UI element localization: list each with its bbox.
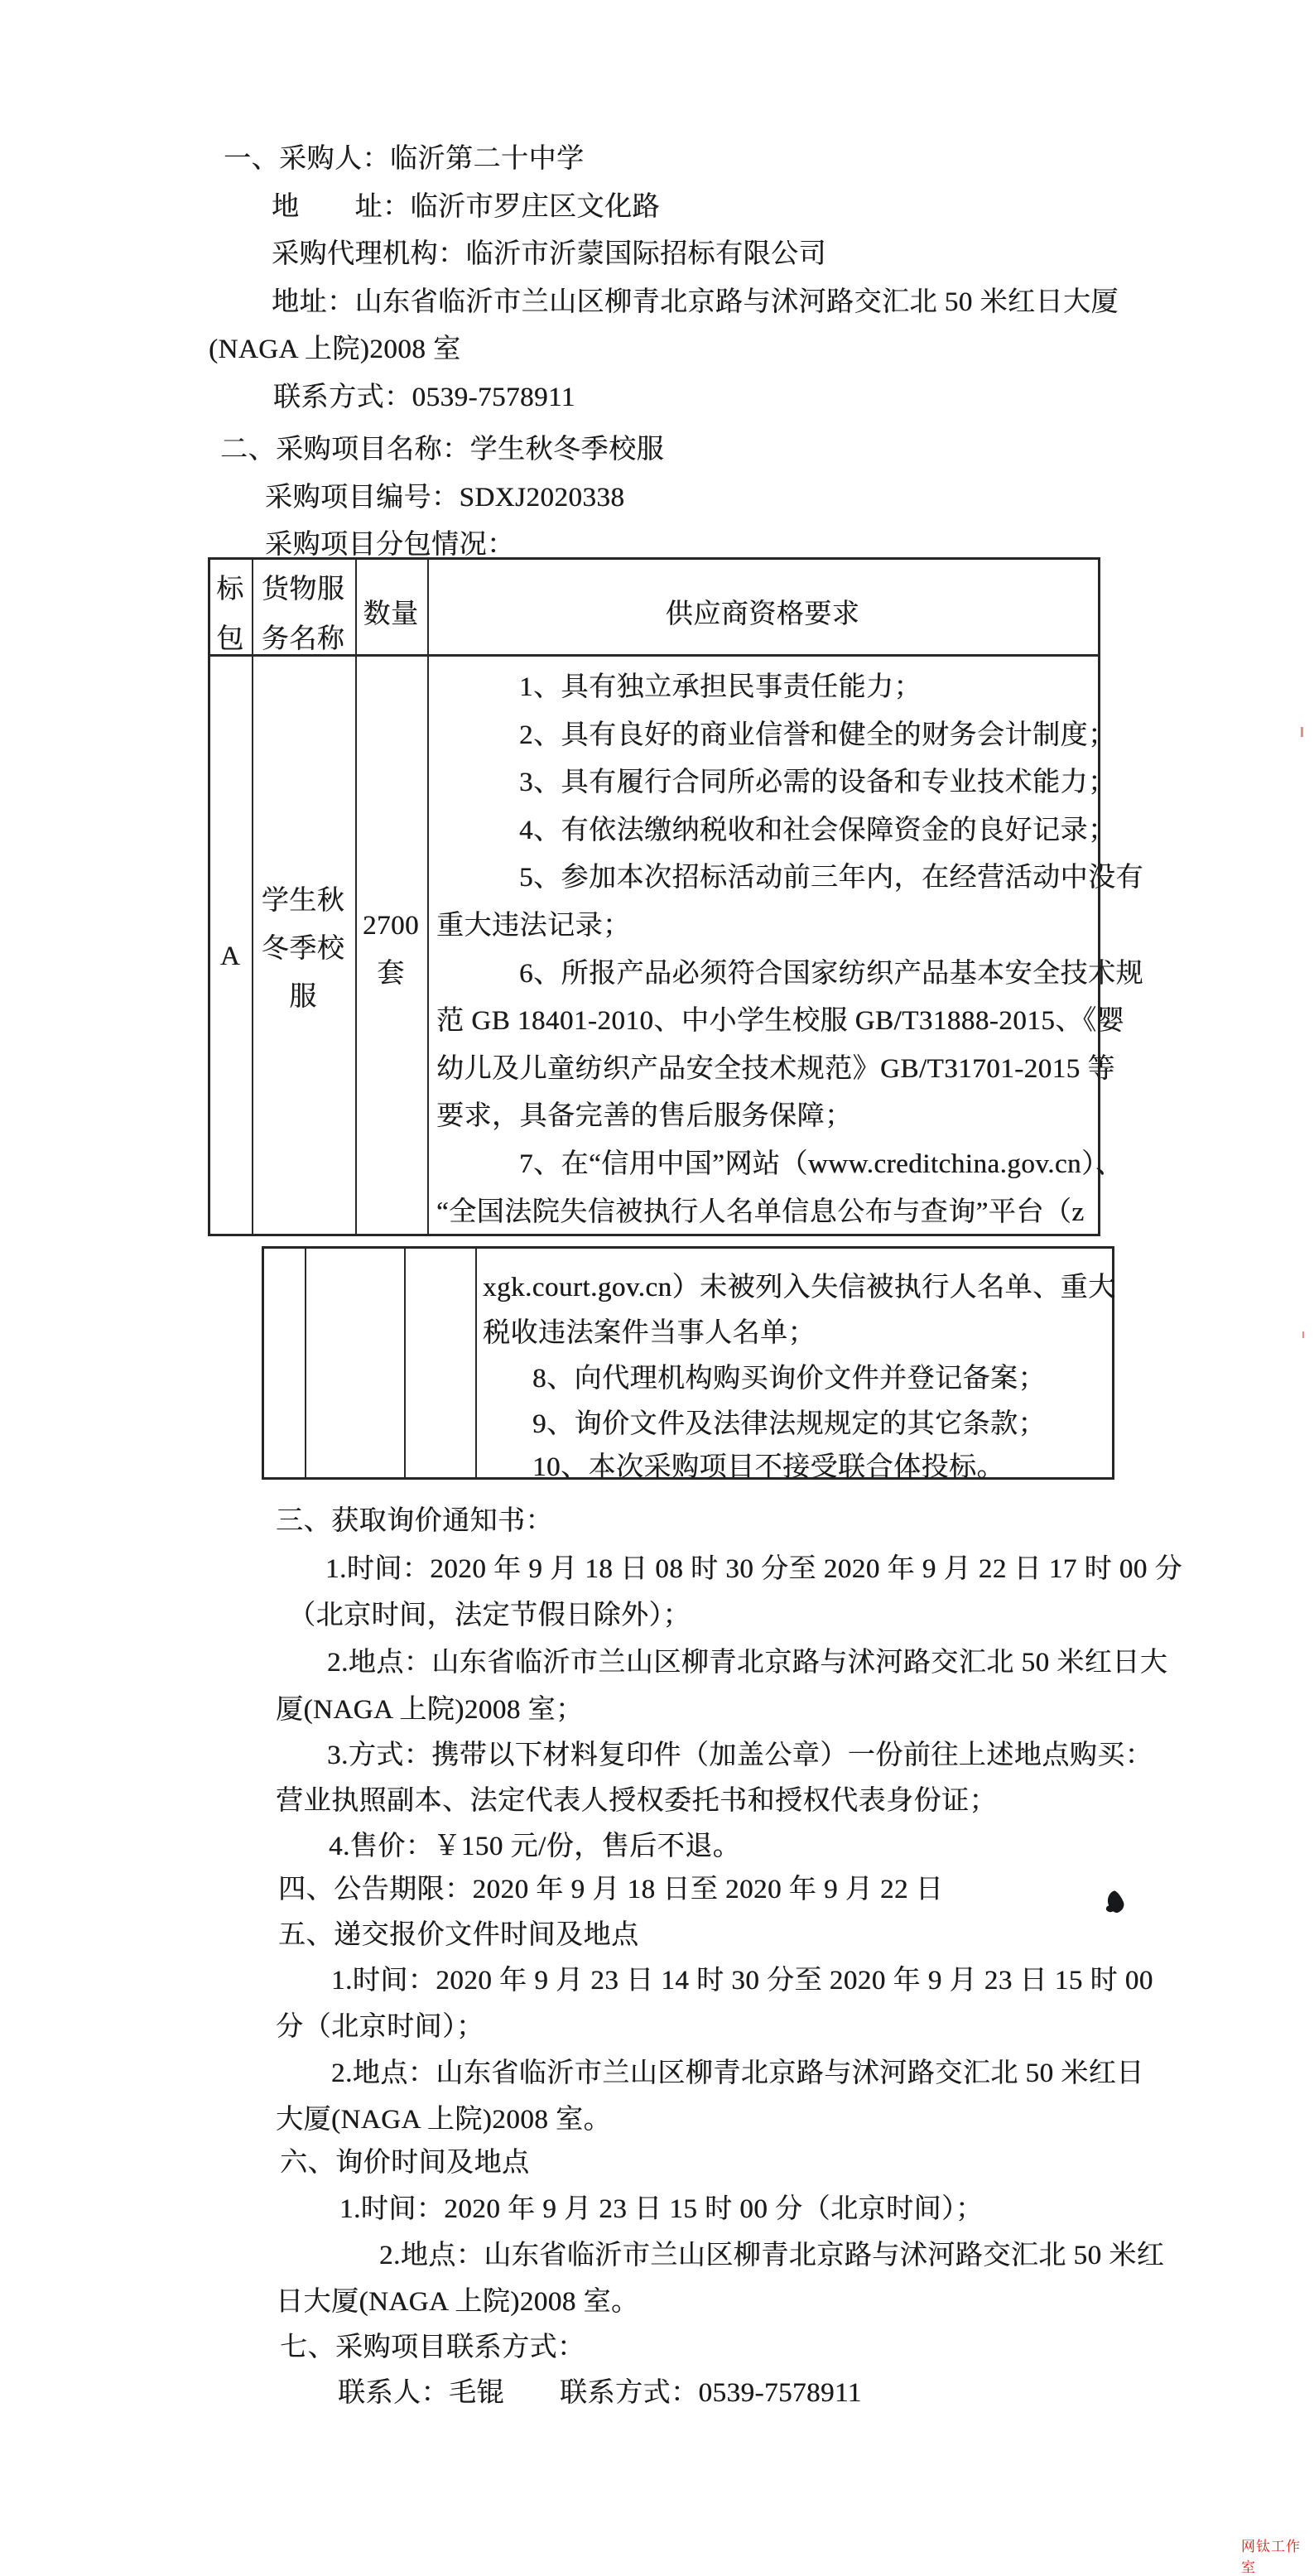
agency-address-line2: (NAGA 上院)2008 室 bbox=[209, 335, 461, 364]
req-line: xgk.court.gov.cn）未被列入失信被执行人名单、重大 bbox=[483, 1273, 1116, 1302]
req-line: 6、所报产品必须符合国家纺织产品基本安全技术规 bbox=[519, 959, 1143, 989]
table1-header-package-1: 标 bbox=[216, 575, 244, 604]
buyer-address: 地 址：临沂市罗庄区文化路 bbox=[272, 192, 660, 222]
req-line: 7、在“信用中国”网站（www.creditchina.gov.cn）、 bbox=[519, 1149, 1124, 1179]
req-line: “全国法院失信被执行人名单信息公布与查询”平台（z bbox=[436, 1197, 1085, 1227]
table2-divider-3 bbox=[475, 1249, 477, 1477]
project-heading: 二、采购项目名称：学生秋冬季校服 bbox=[220, 435, 664, 465]
table1-divider-2 bbox=[355, 560, 357, 1234]
req-line: 范 GB 18401-2010、中小学生校服 GB/T31888-2015、《婴 bbox=[436, 1006, 1125, 1036]
project-packages-label: 采购项目分包情况： bbox=[265, 530, 515, 560]
table1-cell-goods-2: 冬季校 bbox=[261, 934, 345, 964]
notice-heading: 三、获取询价通知书： bbox=[276, 1506, 553, 1536]
inquiry-heading: 六、询价时间及地点 bbox=[280, 2148, 530, 2178]
contacts-person: 联系人：毛锟 联系方式：0539-7578911 bbox=[338, 2378, 862, 2408]
submit-place-line1: 2.地点：山东省临沂市兰山区柳青北京路与沭河路交汇北 50 米红日 bbox=[331, 2058, 1144, 2088]
req-line: 1、具有独立承担民事责任能力； bbox=[519, 672, 922, 702]
notice-place-line1: 2.地点：山东省临沂市兰山区柳青北京路与沭河路交汇北 50 米红日大 bbox=[327, 1648, 1168, 1678]
notice-place-line2: 厦(NAGA 上院)2008 室； bbox=[276, 1695, 584, 1725]
table1-cell-qty-2: 套 bbox=[377, 959, 405, 989]
submit-heading: 五、递交报价文件时间及地点 bbox=[278, 1920, 639, 1950]
notice-method-line1: 3.方式：携带以下材料复印件（加盖公章）一份前往上述地点购买： bbox=[327, 1741, 1153, 1770]
buyer-heading: 一、采购人：临沂第二十中学 bbox=[224, 144, 585, 174]
submit-time-line1: 1.时间：2020 年 9 月 23 日 14 时 30 分至 2020 年 9 月 23 日 15 时 00 bbox=[331, 1966, 1153, 1996]
ink-blot-artifact bbox=[1104, 1889, 1126, 1914]
notice-time-line2: （北京时间，法定节假日除外）； bbox=[288, 1601, 691, 1630]
req-line: 5、参加本次招标活动前三年内，在经营活动中没有 bbox=[519, 863, 1143, 893]
req-line: 幼儿及儿童纺织产品安全技术规范》GB/T31701-2015 等 bbox=[436, 1054, 1115, 1084]
studio-watermark: 网钛工作室 bbox=[1241, 2539, 1301, 2575]
inquiry-time: 1.时间：2020 年 9 月 23 日 15 时 00 分（北京时间）； bbox=[339, 2194, 984, 2224]
table1-header-goods-1: 货物服 bbox=[261, 575, 345, 604]
notice-method-line2: 营业执照副本、法定代表人授权委托书和授权代表身份证； bbox=[276, 1786, 997, 1816]
req-line: 3、具有履行合同所必需的设备和专业技术能力； bbox=[519, 768, 1116, 797]
table2-divider-1 bbox=[305, 1249, 306, 1477]
red-speck-artifact bbox=[1302, 1331, 1304, 1338]
notice-time-line1: 1.时间：2020 年 9 月 18 日 08 时 30 分至 2020 年 9 月 22 日 17 时 00 分 bbox=[325, 1554, 1182, 1584]
req-line: 重大违法记录； bbox=[436, 911, 631, 941]
req-line: 要求，具备完善的售后服务保障； bbox=[436, 1101, 853, 1131]
period-heading: 四、公告期限：2020 年 9 月 18 日至 2020 年 9 月 22 日 bbox=[278, 1875, 944, 1904]
submit-time-line2: 分（北京时间）； bbox=[276, 2012, 484, 2042]
agency-name: 采购代理机构：临沂市沂蒙国际招标有限公司 bbox=[272, 239, 826, 269]
project-number: 采购项目编号：SDXJ2020338 bbox=[265, 483, 625, 513]
table1-cell-goods-1: 学生秋 bbox=[261, 886, 345, 916]
table1-header-requirements: 供应商资格要求 bbox=[665, 599, 860, 629]
submit-place-line2: 大厦(NAGA 上院)2008 室。 bbox=[276, 2105, 611, 2135]
table1-header-qty: 数量 bbox=[363, 599, 419, 629]
red-speck-artifact bbox=[1301, 727, 1303, 737]
req-line: 9、询价文件及法律法规规定的其它条款； bbox=[532, 1409, 1046, 1439]
buyer-contact: 联系方式：0539-7578911 bbox=[273, 383, 575, 412]
agency-address-line1: 地址：山东省临沂市兰山区柳青北京路与沭河路交汇北 50 米红日大厦 bbox=[272, 287, 1119, 317]
table2-divider-2 bbox=[404, 1249, 406, 1477]
req-line: 税收违法案件当事人名单； bbox=[483, 1318, 816, 1348]
notice-price: 4.售价：￥150 元/份，售后不退。 bbox=[329, 1832, 741, 1861]
table1-cell-goods-3: 服 bbox=[289, 982, 317, 1012]
req-line: 4、有依法缴纳税收和社会保障资金的良好记录； bbox=[519, 816, 1116, 845]
inquiry-place-line1: 2.地点：山东省临沂市兰山区柳青北京路与沭河路交汇北 50 米红 bbox=[379, 2241, 1165, 2270]
inquiry-place-line2: 日大厦(NAGA 上院)2008 室。 bbox=[276, 2287, 639, 2317]
req-line: 8、向代理机构购买询价文件并登记备案； bbox=[532, 1364, 1046, 1394]
table1-divider-1 bbox=[252, 560, 253, 1234]
req-line: 10、本次采购项目不接受联合体投标。 bbox=[532, 1452, 1004, 1482]
table1-divider-3 bbox=[427, 560, 429, 1234]
table1-cell-package: A bbox=[219, 941, 241, 971]
table1-header-goods-2: 务名称 bbox=[261, 624, 345, 654]
table1-header-package-2: 包 bbox=[216, 624, 244, 654]
contacts-heading: 七、采购项目联系方式： bbox=[280, 2333, 585, 2362]
req-line: 2、具有良好的商业信誉和健全的财务会计制度； bbox=[519, 720, 1116, 750]
table1-cell-qty-1: 2700 bbox=[363, 911, 419, 941]
